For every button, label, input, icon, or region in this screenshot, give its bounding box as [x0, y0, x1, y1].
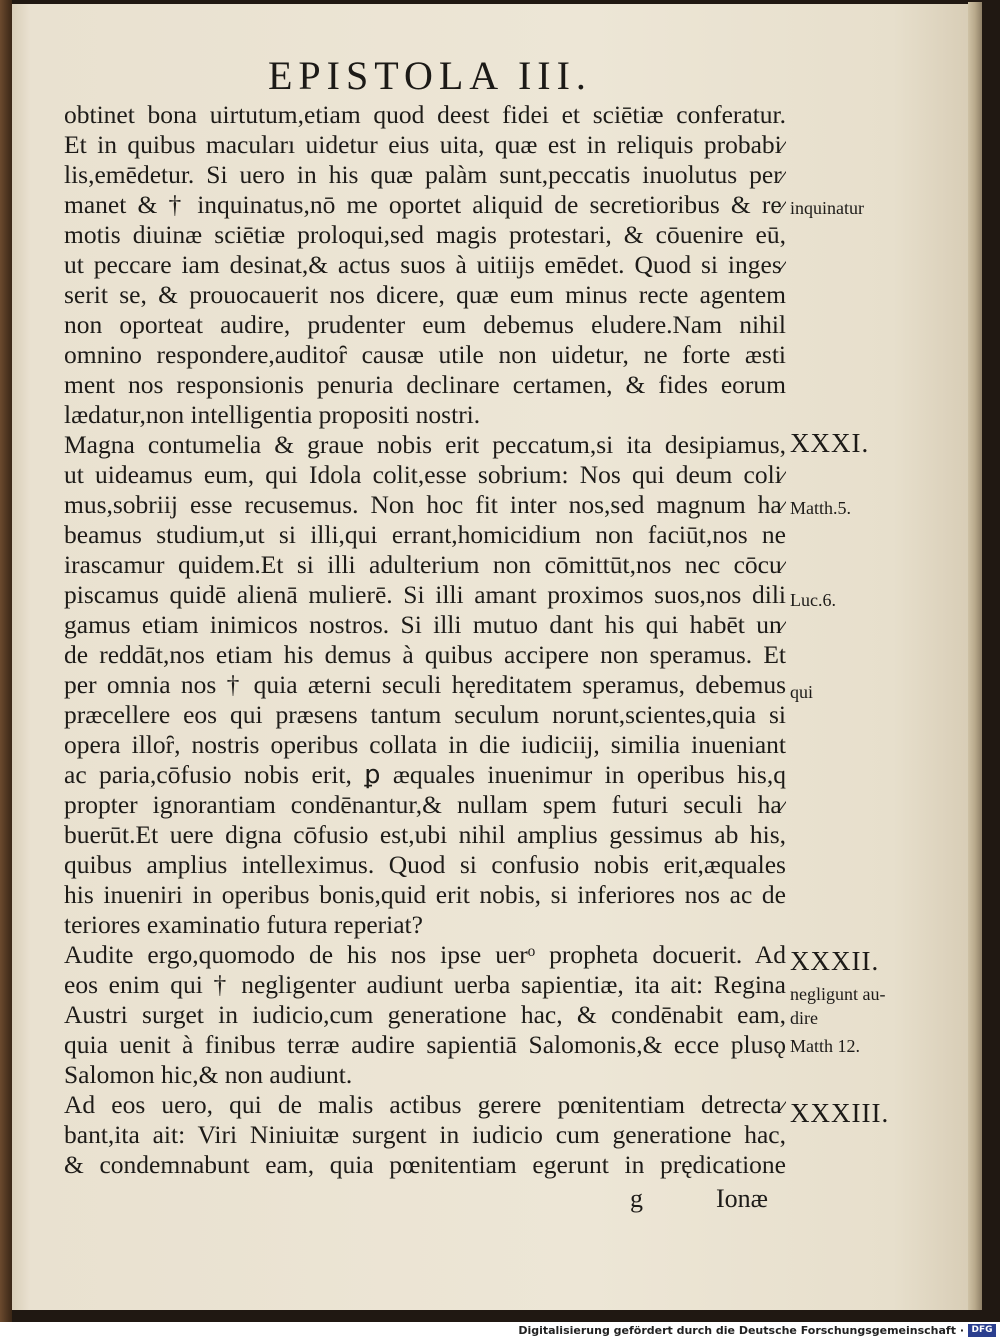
- text-line: Austri surget in iudicio,cum generatione hac, & condēnabit eam,: [64, 1000, 786, 1029]
- text-line: Ad eos uero, qui de malis actibus gerere pœnitentiam detrecta⁄: [64, 1090, 786, 1119]
- text-line: manet & † inquinatus,nō me oportet aliquid de secretioribus & re⁄: [64, 190, 786, 219]
- text-line: omnino respondere,auditoȓ causæ utile non uidetur, ne forte æsti: [64, 340, 786, 369]
- text-line: non oporteat audire, prudenter eum debemus eludere.Nam nihil: [64, 310, 786, 339]
- text-line: gamus etiam inimicos nostros. Si illi mutuo dant his qui habēt un⁄: [64, 610, 786, 639]
- margin-note-negligunt: negligunt au-: [790, 984, 886, 1004]
- margin-note-matth5: Matth.5.: [790, 498, 851, 518]
- text-line: obtinet bona uirtutum,etiam quod deest fidei et sciētiæ conferatur.: [64, 100, 786, 129]
- text-line: serit se, & prouocauerit nos dicere, quæ eum minus recte agentem: [64, 280, 786, 309]
- text-line: ac paria,cōfusio nobis erit, ꝑ æquales inuenimur in operibus his,q: [64, 760, 786, 789]
- text-line: Audite ergo,quomodo de his nos ipse uerᵒ propheta docuerit. Ad: [64, 940, 786, 969]
- text-line: Et in quibus macuları uidetur eius uita, quæ est in reliquis probabi⁄: [64, 130, 786, 159]
- text-line: de reddāt,nos etiam his demus à quibus accipere non speramus. Et: [64, 640, 786, 669]
- text-line: & condemnabunt eam, quia pœnitentiam egerunt in prędicatione: [64, 1150, 786, 1179]
- text-line: Magna contumelia & graue nobis erit peccatum,si ita desipiamus,: [64, 430, 786, 459]
- text-line: teriores examinatio futura reperiat?: [64, 910, 423, 939]
- text-line: Salomon hic,& non audiunt.: [64, 1060, 353, 1089]
- text-line: his inueniri in operibus bonis,quid erit nobis, si inferiores nos ac de: [64, 880, 786, 909]
- text-line: beamus studium,ut si illi,qui errant,homicidium non faciūt,nos ne: [64, 520, 786, 549]
- margin-note-qui: qui: [790, 682, 814, 702]
- page-edge: [968, 2, 982, 1310]
- text-line: buerūt.Et uere digna cōfusio est,ubi nihil amplius gessimus ab his,: [64, 820, 786, 849]
- catchword: Ionæ: [716, 1184, 768, 1213]
- margin-note-xxxiii: XXXIII.: [790, 1098, 890, 1128]
- text-line: ment nos responsionis penuria declinare certamen, & fides eorum: [64, 370, 786, 399]
- dfg-logo-icon: DFG: [968, 1324, 996, 1337]
- text-line: motis diuinæ sciētiæ proloqui,sed magis protestari, & cōuenire eū,: [64, 220, 786, 249]
- text-line: piscamus quidē alienā mulierē. Si illi amant proximos suos,nos dili: [64, 580, 786, 609]
- text-line: per omnia nos † quia æterni seculi hęreditatem speramus, debemus: [64, 670, 786, 699]
- margin-note-dire: dire: [790, 1008, 818, 1028]
- text-line: irascamur quidem.Et si illi adulterium non cōmittūt,nos nec cōcu⁄: [64, 550, 786, 579]
- margin-note-xxxi: XXXI.: [790, 428, 870, 458]
- text-line: lædatur,non intelligentia propositi nostri.: [64, 400, 481, 429]
- margin-note-inquinatur: inquinatur: [790, 198, 864, 218]
- text-line: propter ignorantiam condēnantur,& nullam spem futuri seculi ha⁄: [64, 790, 786, 819]
- signature-mark: g: [630, 1184, 643, 1213]
- text-line: ut uideamus eum, qui Idola colit,esse sobrium: Nos qui deum coli⁄: [64, 460, 786, 489]
- book-spine: [0, 0, 12, 1322]
- margin-note-luc6: Luc.6.: [790, 590, 836, 610]
- text-line: quia uenit à finibus terræ audire sapientiā Salomonis,& ecce plusǫ: [64, 1030, 786, 1059]
- footer-credit: Digitalisierung gefördert durch die Deutsche Forschungsgemeinschaft ·: [518, 1324, 964, 1337]
- margin-note-xxxii: XXXII.: [790, 946, 880, 976]
- running-head: EPISTOLA III.: [268, 53, 592, 98]
- text-line: eos enim qui † negligenter audiunt uerba sapientiæ, ita ait: Regina: [64, 970, 786, 999]
- text-line: ut peccare iam desinat,& actus suos à uitiĳs emēdet. Quod si inges⁄: [64, 250, 786, 279]
- text-line: præcellere eos qui præsens tantum seculum norunt,scientes,quia si: [64, 700, 786, 729]
- text-line: bant,ita ait: Viri Niniuitæ surgent in iudicio cum generatione hac,: [64, 1120, 786, 1149]
- text-line: opera illoȓ, nostris operibus collata in die iudiciĳ, similia inueniant: [64, 730, 786, 759]
- text-line: lis,emēdetur. Si uero in his quæ palàm sunt,peccatis inuolutus per⁄: [64, 160, 786, 189]
- text-line: mus,sobriĳ esse recusemus. Non hoc fit inter nos,sed magnum ha⁄: [64, 490, 786, 519]
- margin-note-matth12: Matth 12.: [790, 1036, 860, 1056]
- text-line: quibus amplius intelleximus. Quod si confusio nobis erit,æquales: [64, 850, 786, 879]
